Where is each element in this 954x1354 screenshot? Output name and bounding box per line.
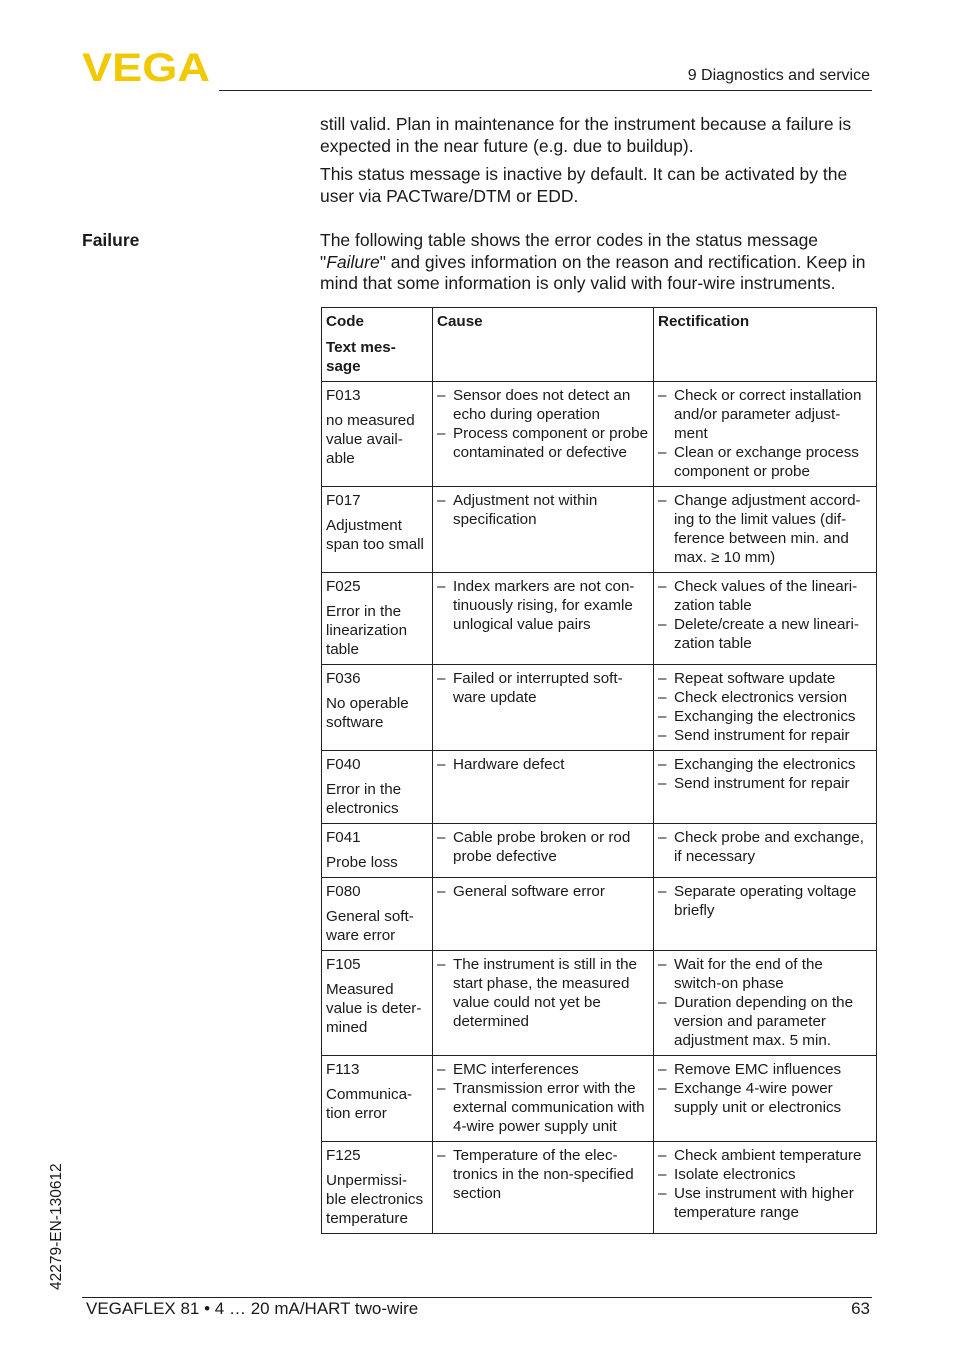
table-row	[322, 824, 877, 878]
rectification-cell	[654, 951, 877, 1056]
error-code: F025	[326, 578, 361, 595]
rectification-cell-list	[658, 828, 872, 866]
header-divider	[219, 90, 872, 91]
cause-cell	[433, 751, 654, 824]
rectification-cell	[654, 573, 877, 665]
rectification-cell-list	[658, 1146, 872, 1222]
error-code: F017	[326, 492, 361, 509]
rectification-item: – Repeat software update	[658, 669, 872, 688]
rectification-item: – Send instrument for repair	[658, 726, 872, 745]
rectification-cell-list	[658, 755, 872, 793]
failure-description-part2: " and gives information on the reason and rectification. Keep in mind that some information is only valid with four-wire instruments.	[320, 251, 866, 293]
cause-cell-list	[437, 955, 649, 1031]
rectification-item: – Exchanging the electronics	[658, 707, 872, 726]
rectification-cell	[654, 665, 877, 751]
cause-cell-list	[437, 882, 649, 901]
rectification-item: – Delete/create a new lineari- zation table	[658, 615, 872, 653]
rectification-item: – Use instrument with higher temperature range	[658, 1184, 872, 1222]
rectification-item: – Isolate electronics	[658, 1165, 872, 1184]
rectification-cell	[654, 487, 877, 573]
cause-cell	[433, 487, 654, 573]
cause-item: – Index markers are not con- tinuously rising, for examle unlogical value pairs	[437, 577, 649, 634]
rectification-item: – Check values of the lineari- zation table	[658, 577, 872, 615]
rectification-item: – Duration depending on the version and parameter adjustment max. 5 min.	[658, 993, 872, 1050]
cause-cell	[433, 951, 654, 1056]
rectification-cell-list	[658, 669, 872, 745]
failure-description-italic: Failure	[326, 251, 380, 272]
code-cell	[322, 1056, 433, 1142]
vega-logo	[82, 50, 212, 84]
failure-description-part1: The following table shows the error codes in the status message "	[320, 230, 819, 272]
rectification-cell-list	[658, 491, 872, 567]
error-code-table	[321, 307, 877, 1234]
table-row	[322, 382, 877, 487]
cause-item: – Sensor does not detect an echo during operation	[437, 386, 649, 424]
error-code: F013	[326, 387, 361, 404]
rectification-item: – Exchange 4-wire power supply unit or electronics	[658, 1079, 872, 1117]
error-message: Measured value is deter- mined	[326, 981, 422, 1036]
rectification-cell	[654, 382, 877, 487]
rectification-item: – Clean or exchange process component or probe	[658, 443, 872, 481]
table-row	[322, 878, 877, 951]
error-code: F113	[326, 1061, 360, 1078]
cause-cell	[433, 1056, 654, 1142]
code-cell	[322, 382, 433, 487]
table-row	[322, 1056, 877, 1142]
rectification-cell-list	[658, 955, 872, 1050]
cause-item: – Process component or probe contaminated or defective	[437, 424, 649, 462]
cause-item: – Temperature of the elec- tronics in the non-specified section	[437, 1146, 649, 1203]
rectification-item: – Separate operating voltage briefly	[658, 882, 872, 920]
cause-item: – The instrument is still in the start phase, the measured value could not yet be determined	[437, 955, 649, 1031]
footer-divider	[82, 1297, 872, 1298]
error-code: F036	[326, 670, 361, 687]
rectification-cell	[654, 824, 877, 878]
rectification-item: – Exchanging the electronics	[658, 755, 872, 774]
cause-cell-list	[437, 1146, 649, 1203]
table-row	[322, 751, 877, 824]
error-message: Communica- tion error	[326, 1086, 413, 1122]
error-code: F080	[326, 883, 361, 900]
cause-cell-list	[437, 828, 649, 866]
failure-description	[320, 230, 872, 295]
cause-cell-list	[437, 755, 649, 774]
cause-cell	[433, 382, 654, 487]
cause-cell-list	[437, 577, 649, 634]
rectification-cell	[654, 751, 877, 824]
header-rectification: Rectification	[654, 308, 877, 382]
cause-cell	[433, 1142, 654, 1234]
cause-item: – Cable probe broken or rod probe defective	[437, 828, 649, 866]
intro-paragraph-2: This status message is inactive by default. It can be activated by the user via PACTware/DTM or EDD.	[320, 164, 848, 206]
cause-cell	[433, 573, 654, 665]
cause-item: – General software error	[437, 882, 649, 901]
code-cell	[322, 751, 433, 824]
intro-paragraph-1: still valid. Plan in maintenance for the instrument because a failure is expected in the near future (e.g. due to buildup).	[320, 114, 852, 156]
code-cell	[322, 487, 433, 573]
code-cell	[322, 951, 433, 1056]
rectification-cell	[654, 878, 877, 951]
page-number: 63	[851, 1299, 870, 1318]
table-row	[322, 951, 877, 1056]
code-cell	[322, 878, 433, 951]
error-message: Error in the electronics	[326, 781, 402, 817]
error-message: no measured value avail- able	[326, 412, 415, 467]
rectification-item: – Change adjustment accord- ing to the limit values (dif- ference between min. and max. ≥ 10 mm)	[658, 491, 872, 567]
rectification-item: – Check ambient temperature	[658, 1146, 872, 1165]
code-cell	[322, 665, 433, 751]
table-row	[322, 573, 877, 665]
cause-cell-list	[437, 669, 649, 707]
table-row	[322, 665, 877, 751]
error-message: General soft- ware error	[326, 908, 414, 944]
rectification-item: – Check or correct installation and/or parameter adjust- ment	[658, 386, 872, 443]
error-message: No operable software	[326, 695, 409, 731]
code-cell	[322, 824, 433, 878]
error-message: Adjustment span too small	[326, 517, 424, 553]
table-row	[322, 1142, 877, 1234]
table-header-row	[322, 308, 877, 382]
cause-cell	[433, 878, 654, 951]
header-cause: Cause	[433, 308, 654, 382]
error-code: F040	[326, 756, 361, 773]
cause-item: – Adjustment not within specification	[437, 491, 649, 529]
header-code: Code	[326, 313, 364, 330]
error-code: F125	[326, 1147, 361, 1164]
cause-item: – Hardware defect	[437, 755, 649, 774]
rectification-item: – Check probe and exchange, if necessary	[658, 828, 872, 866]
vega-logo-text: VEGA	[82, 50, 210, 84]
cause-cell-list	[437, 386, 649, 462]
table-row	[322, 487, 877, 573]
document-id: 42279-EN-130612	[48, 1163, 65, 1290]
error-message: Unpermissi- ble electronics temperature	[326, 1172, 424, 1227]
error-code: F041	[326, 829, 361, 846]
cause-cell-list	[437, 1060, 649, 1136]
code-cell	[322, 573, 433, 665]
rectification-item: – Send instrument for repair	[658, 774, 872, 793]
error-message: Probe loss	[326, 854, 398, 871]
cause-cell-list	[437, 491, 649, 529]
table-body	[322, 382, 877, 1234]
footer-product-name: VEGAFLEX 81 • 4 … 20 mA/HART two-wire	[86, 1299, 419, 1318]
error-code: F105	[326, 956, 361, 973]
rectification-item: – Check electronics version	[658, 688, 872, 707]
cause-cell	[433, 665, 654, 751]
rectification-cell-list	[658, 882, 872, 920]
cause-item: – Transmission error with the external communication with 4-wire power supply unit	[437, 1079, 649, 1136]
rectification-item: – Remove EMC influences	[658, 1060, 872, 1079]
rectification-cell-list	[658, 577, 872, 653]
rectification-cell	[654, 1142, 877, 1234]
rectification-cell-list	[658, 386, 872, 481]
cause-item: – Failed or interrupted soft- ware update	[437, 669, 649, 707]
cause-cell	[433, 824, 654, 878]
rectification-cell-list	[658, 1060, 872, 1117]
rectification-item: – Wait for the end of the switch-on phase	[658, 955, 872, 993]
cause-item: – EMC interferences	[437, 1060, 649, 1079]
section-title: 9 Diagnostics and service	[687, 67, 870, 84]
header-code-cell	[322, 308, 433, 382]
rectification-cell	[654, 1056, 877, 1142]
error-message: Error in the linearization table	[326, 603, 408, 658]
header-text-message: Text mes- sage	[326, 339, 396, 375]
failure-heading: Failure	[82, 230, 140, 250]
code-cell	[322, 1142, 433, 1234]
